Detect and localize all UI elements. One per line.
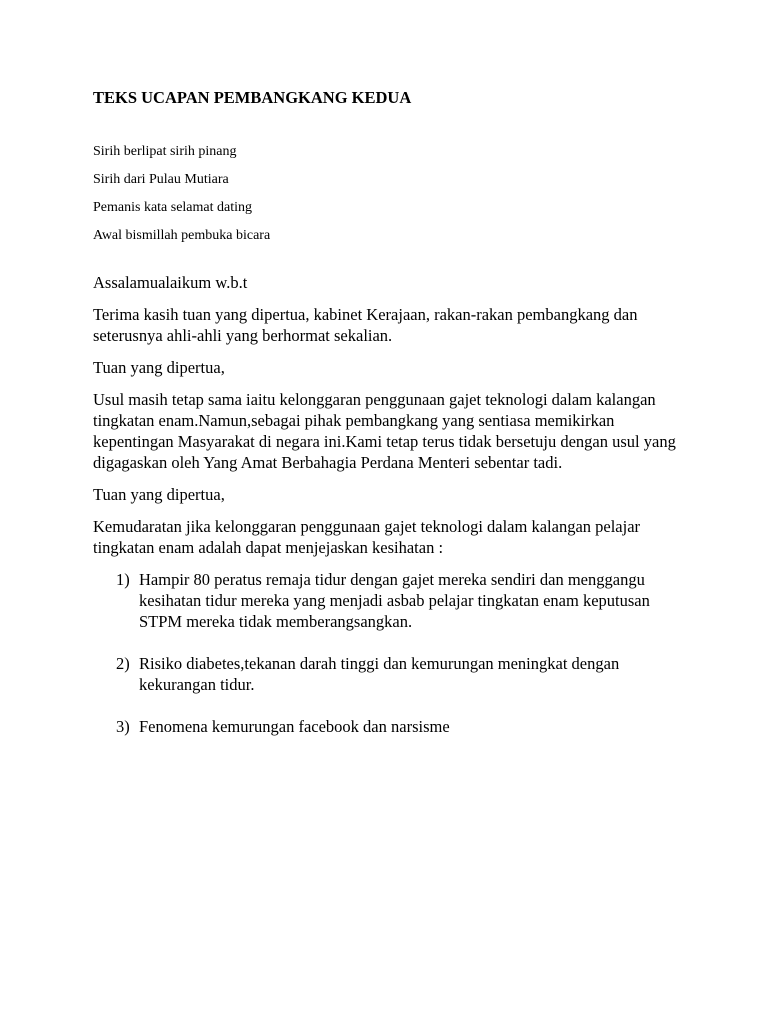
list-number: 1) xyxy=(116,570,130,589)
list-text: Fenomena kemurungan facebook dan narsisme xyxy=(139,717,450,736)
list-text: Risiko diabetes,tekanan darah tinggi dan kemurungan meningkat dengan kekurangan tidur. xyxy=(139,654,620,694)
thanks-paragraph: Terima kasih tuan yang dipertua, kabinet Kerajaan, rakan-rakan pembangkang dan seterusnya ahli-ahli yang berhormat sekalian. xyxy=(93,305,638,345)
list-item xyxy=(93,569,678,632)
argument-list xyxy=(93,569,678,737)
address-line: Tuan yang dipertua, xyxy=(93,358,225,377)
pantun-block xyxy=(93,144,678,244)
pantun-line: Sirih berlipat sirih pinang xyxy=(93,144,237,159)
motion-paragraph: Usul masih tetap sama iaitu kelonggaran penggunaan gajet teknologi dalam kalangan tingkatan enam.Namun,sebagai pihak pembangkang yang sentiasa memikirkan kepentingan Masyarakat di negara ini.Kami tetap terus tidak bersetuju dengan usul yang digagaskan oleh Yang Amat Berbahagia Perdana Menteri sebentar tadi. xyxy=(93,390,676,472)
list-item xyxy=(93,716,678,737)
list-item xyxy=(93,653,678,695)
pantun-line: Sirih dari Pulau Mutiara xyxy=(93,172,229,187)
speech-body xyxy=(93,272,678,737)
address-line: Tuan yang dipertua, xyxy=(93,485,225,504)
argument-intro: Kemudaratan jika kelonggaran penggunaan gajet teknologi dalam kalangan pelajar tingkatan enam adalah dapat menjejaskan kesihatan : xyxy=(93,517,641,557)
pantun-line: Pemanis kata selamat dating xyxy=(93,200,253,215)
pantun-line: Awal bismillah pembuka bicara xyxy=(93,228,271,243)
greeting: Assalamualaikum w.b.t xyxy=(93,273,248,292)
document-title: TEKS UCAPAN PEMBANGKANG KEDUA xyxy=(93,88,412,107)
list-number: 2) xyxy=(116,654,130,673)
list-text: Hampir 80 peratus remaja tidur dengan gajet mereka sendiri dan menggangu kesihatan tidur mereka yang menjadi asbab pelajar tingkatan enam keputusan STPM mereka tidak memberangsangkan. xyxy=(139,570,650,631)
list-number: 3) xyxy=(116,717,130,736)
